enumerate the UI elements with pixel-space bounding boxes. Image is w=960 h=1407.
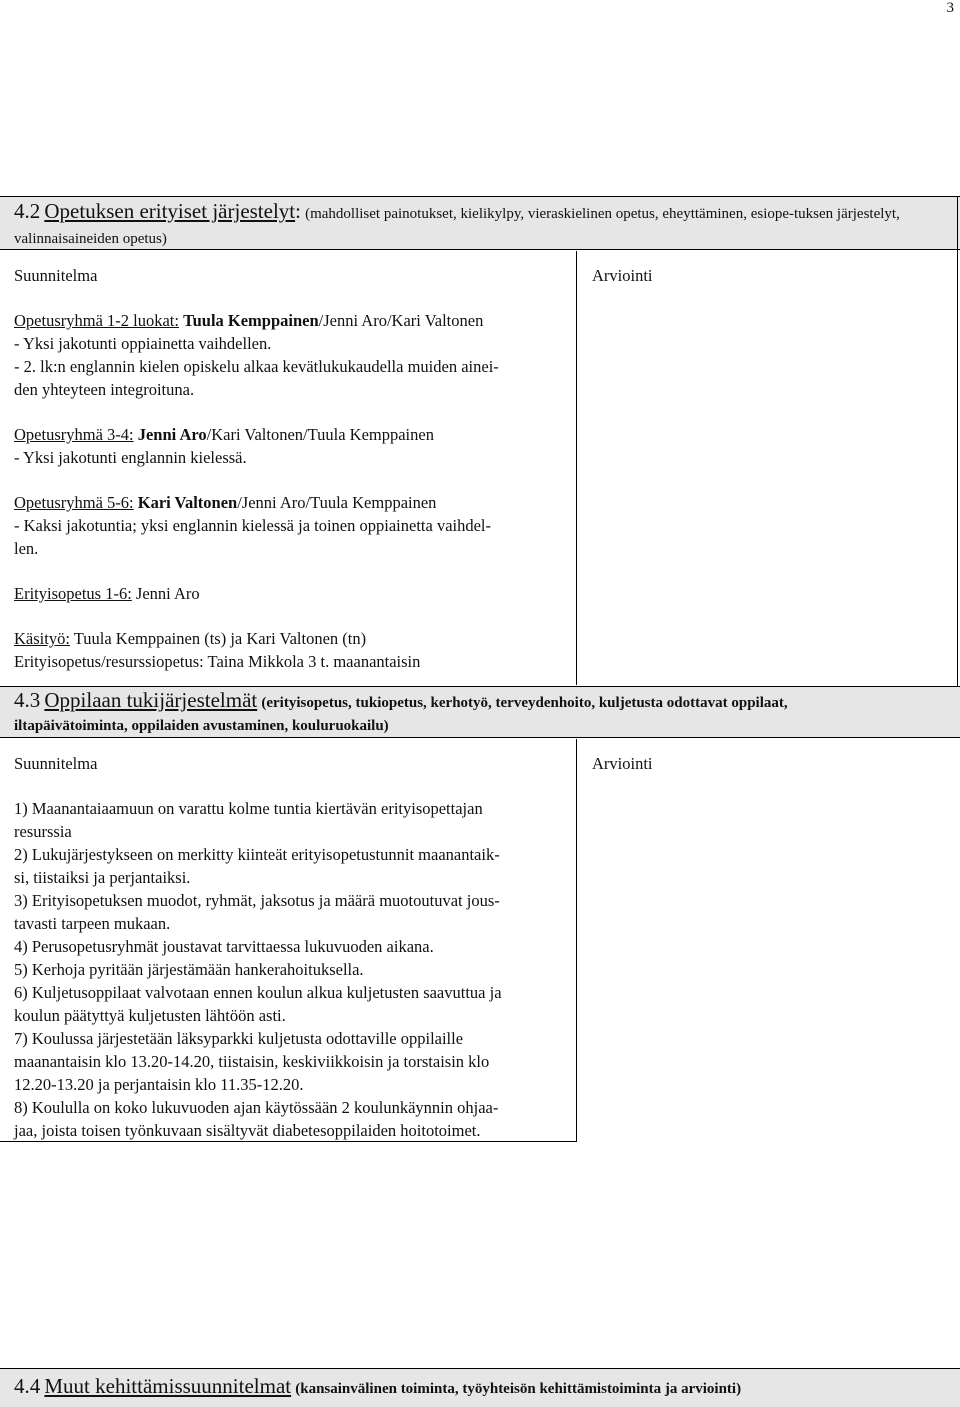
section-4-3-number: 4.3 [14,688,41,712]
section-4-2-eval-column [592,264,952,287]
section-4-2-title: Opetuksen erityiset järjestelyt [44,199,296,223]
support-item-line: koulun päätyttyä kuljetusten lähtöön asti. [14,1006,286,1025]
group-5-6-heading [14,491,574,514]
support-item-line: 2) Lukujärjestykseen on merkitty kiinteät erityisopetustunnit maanantaik- [14,845,500,864]
plan-label: Suunnitelma [14,266,98,285]
eval-label: Arviointi [592,754,653,773]
group-1-2-line: - 2. lk:n englannin kielen opiskelu alkaa kevätlukukaudella muiden ainei- [14,357,499,376]
support-item-line: 5) Kerhoja pyritään järjestämään hankerahoituksella. [14,960,364,979]
group-3-4-heading [14,423,574,446]
support-item-line: 6) Kuljetusoppilaat valvotaan ennen koulun alkua kuljetusten saavuttua ja [14,983,502,1002]
section-4-4-header [0,1368,960,1407]
group-3-4-other-teachers: /Kari Valtonen/Tuula Kemppainen [206,425,434,444]
section-4-4-number: 4.4 [14,1374,41,1398]
group-1-2-lead-teacher: Tuula Kemppainen [183,311,319,330]
section-4-3-description-2: iltapäivätoiminta, oppilaiden avustaminen, kouluruokailu) [14,718,389,734]
section-4-3-plan-column [14,752,574,1142]
group-5-6-other-teachers: /Jenni Aro/Tuula Kemppainen [237,493,437,512]
support-item-line: 4) Perusopetusryhmät joustavat tarvittaessa lukuvuoden aikana. [14,937,434,956]
section-4-2-number: 4.2 [14,199,41,223]
group-5-6-line: - Kaksi jakotuntia; yksi englannin kielessä ja toinen oppiainetta vaihdel- [14,516,492,535]
group-3-4-label: Opetusryhmä 3-4: [14,425,134,444]
crafts [14,627,574,650]
section-4-2-header [0,196,960,250]
section-4-3-title: Oppilaan tukijärjestelmät [44,688,258,712]
special-education [14,582,574,605]
resource-teaching: Erityisopetus/resurssiopetus: Taina Mikkola 3 t. maanantaisin [14,652,421,671]
support-item-line: 8) Koululla on koko lukuvuoden ajan käytössään 2 koulunkäynnin ohjaa- [14,1098,499,1117]
special-education-teacher: Jenni Aro [131,584,200,603]
group-5-6-line: len. [14,539,39,558]
crafts-teachers: Tuula Kemppainen (ts) ja Kari Valtonen (tn) [69,629,367,648]
support-item-line: maanantaisin klo 13.20-14.20, tiistaisin, keskiviikkoisin ja torstaisin klo [14,1052,490,1071]
section-4-4-title: Muut kehittämissuunnitelmat [44,1374,292,1398]
section-4-3-column-divider [576,739,577,1141]
support-item-line: 12.20-13.20 ja perjantaisin klo 11.35-12.20. [14,1075,304,1094]
section-4-2-right-border [957,196,958,686]
section-4-2-colon: : [295,199,301,223]
support-item-line: jaa, joista toisen työnkuvaan sisältyvät diabetesoppilaiden hoitotoimet. [14,1121,481,1140]
support-item-line: si, tiistaiksi ja perjantaiksi. [14,868,191,887]
group-1-2-line: - Yksi jakotunti oppiainetta vaihdellen. [14,334,272,353]
support-item-line: 3) Erityisopetuksen muodot, ryhmät, jaksotus ja määrä muotoutuvat jous- [14,891,500,910]
eval-label: Arviointi [592,266,653,285]
support-item-line: 7) Koulussa järjestetään läksyparkki kuljetusta odottaville oppilaille [14,1029,464,1048]
section-4-2-description: (mahdolliset painotukset, kielikylpy, vieraskielinen opetus, eheyttäminen, esiope-tuksen järjestelyt, valinnaisaineiden opetus) [14,206,900,247]
group-1-2-heading [14,309,574,332]
section-4-3-eval-column [592,752,952,775]
support-item-line: 1) Maanantaiaamuun on varattu kolme tuntia kiertävän erityisopettajan [14,799,483,818]
section-4-2-column-divider [576,251,577,685]
plan-label: Suunnitelma [14,754,98,773]
special-education-label: Erityisopetus 1-6: [14,584,132,603]
group-5-6-lead-teacher: Kari Valtonen [137,493,238,512]
section-4-2-plan-column [14,264,574,673]
support-item-line: tavasti tarpeen mukaan. [14,914,171,933]
section-4-3-header [0,686,960,738]
page-number: 3 [946,0,954,16]
group-1-2-other-teachers: /Jenni Aro/Kari Valtonen [318,311,484,330]
group-3-4-line: - Yksi jakotunti englannin kielessä. [14,448,247,467]
support-item-line: resurssia [14,822,72,841]
crafts-label: Käsityö: [14,629,70,648]
group-1-2-label: Opetusryhmä 1-2 luokat: [14,311,179,330]
group-5-6-label: Opetusryhmä 5-6: [14,493,134,512]
group-3-4-lead-teacher: Jenni Aro [137,425,207,444]
group-1-2-line: den yhteyteen integroituna. [14,380,195,399]
section-4-3-description-1: (erityisopetus, tukiopetus, kerhotyö, terveydenhoito, kuljetusta odottavat oppilaat, [261,695,788,711]
section-4-4-description: (kansainvälinen toiminta, työyhteisön kehittämistoiminta ja arviointi) [295,1381,742,1397]
